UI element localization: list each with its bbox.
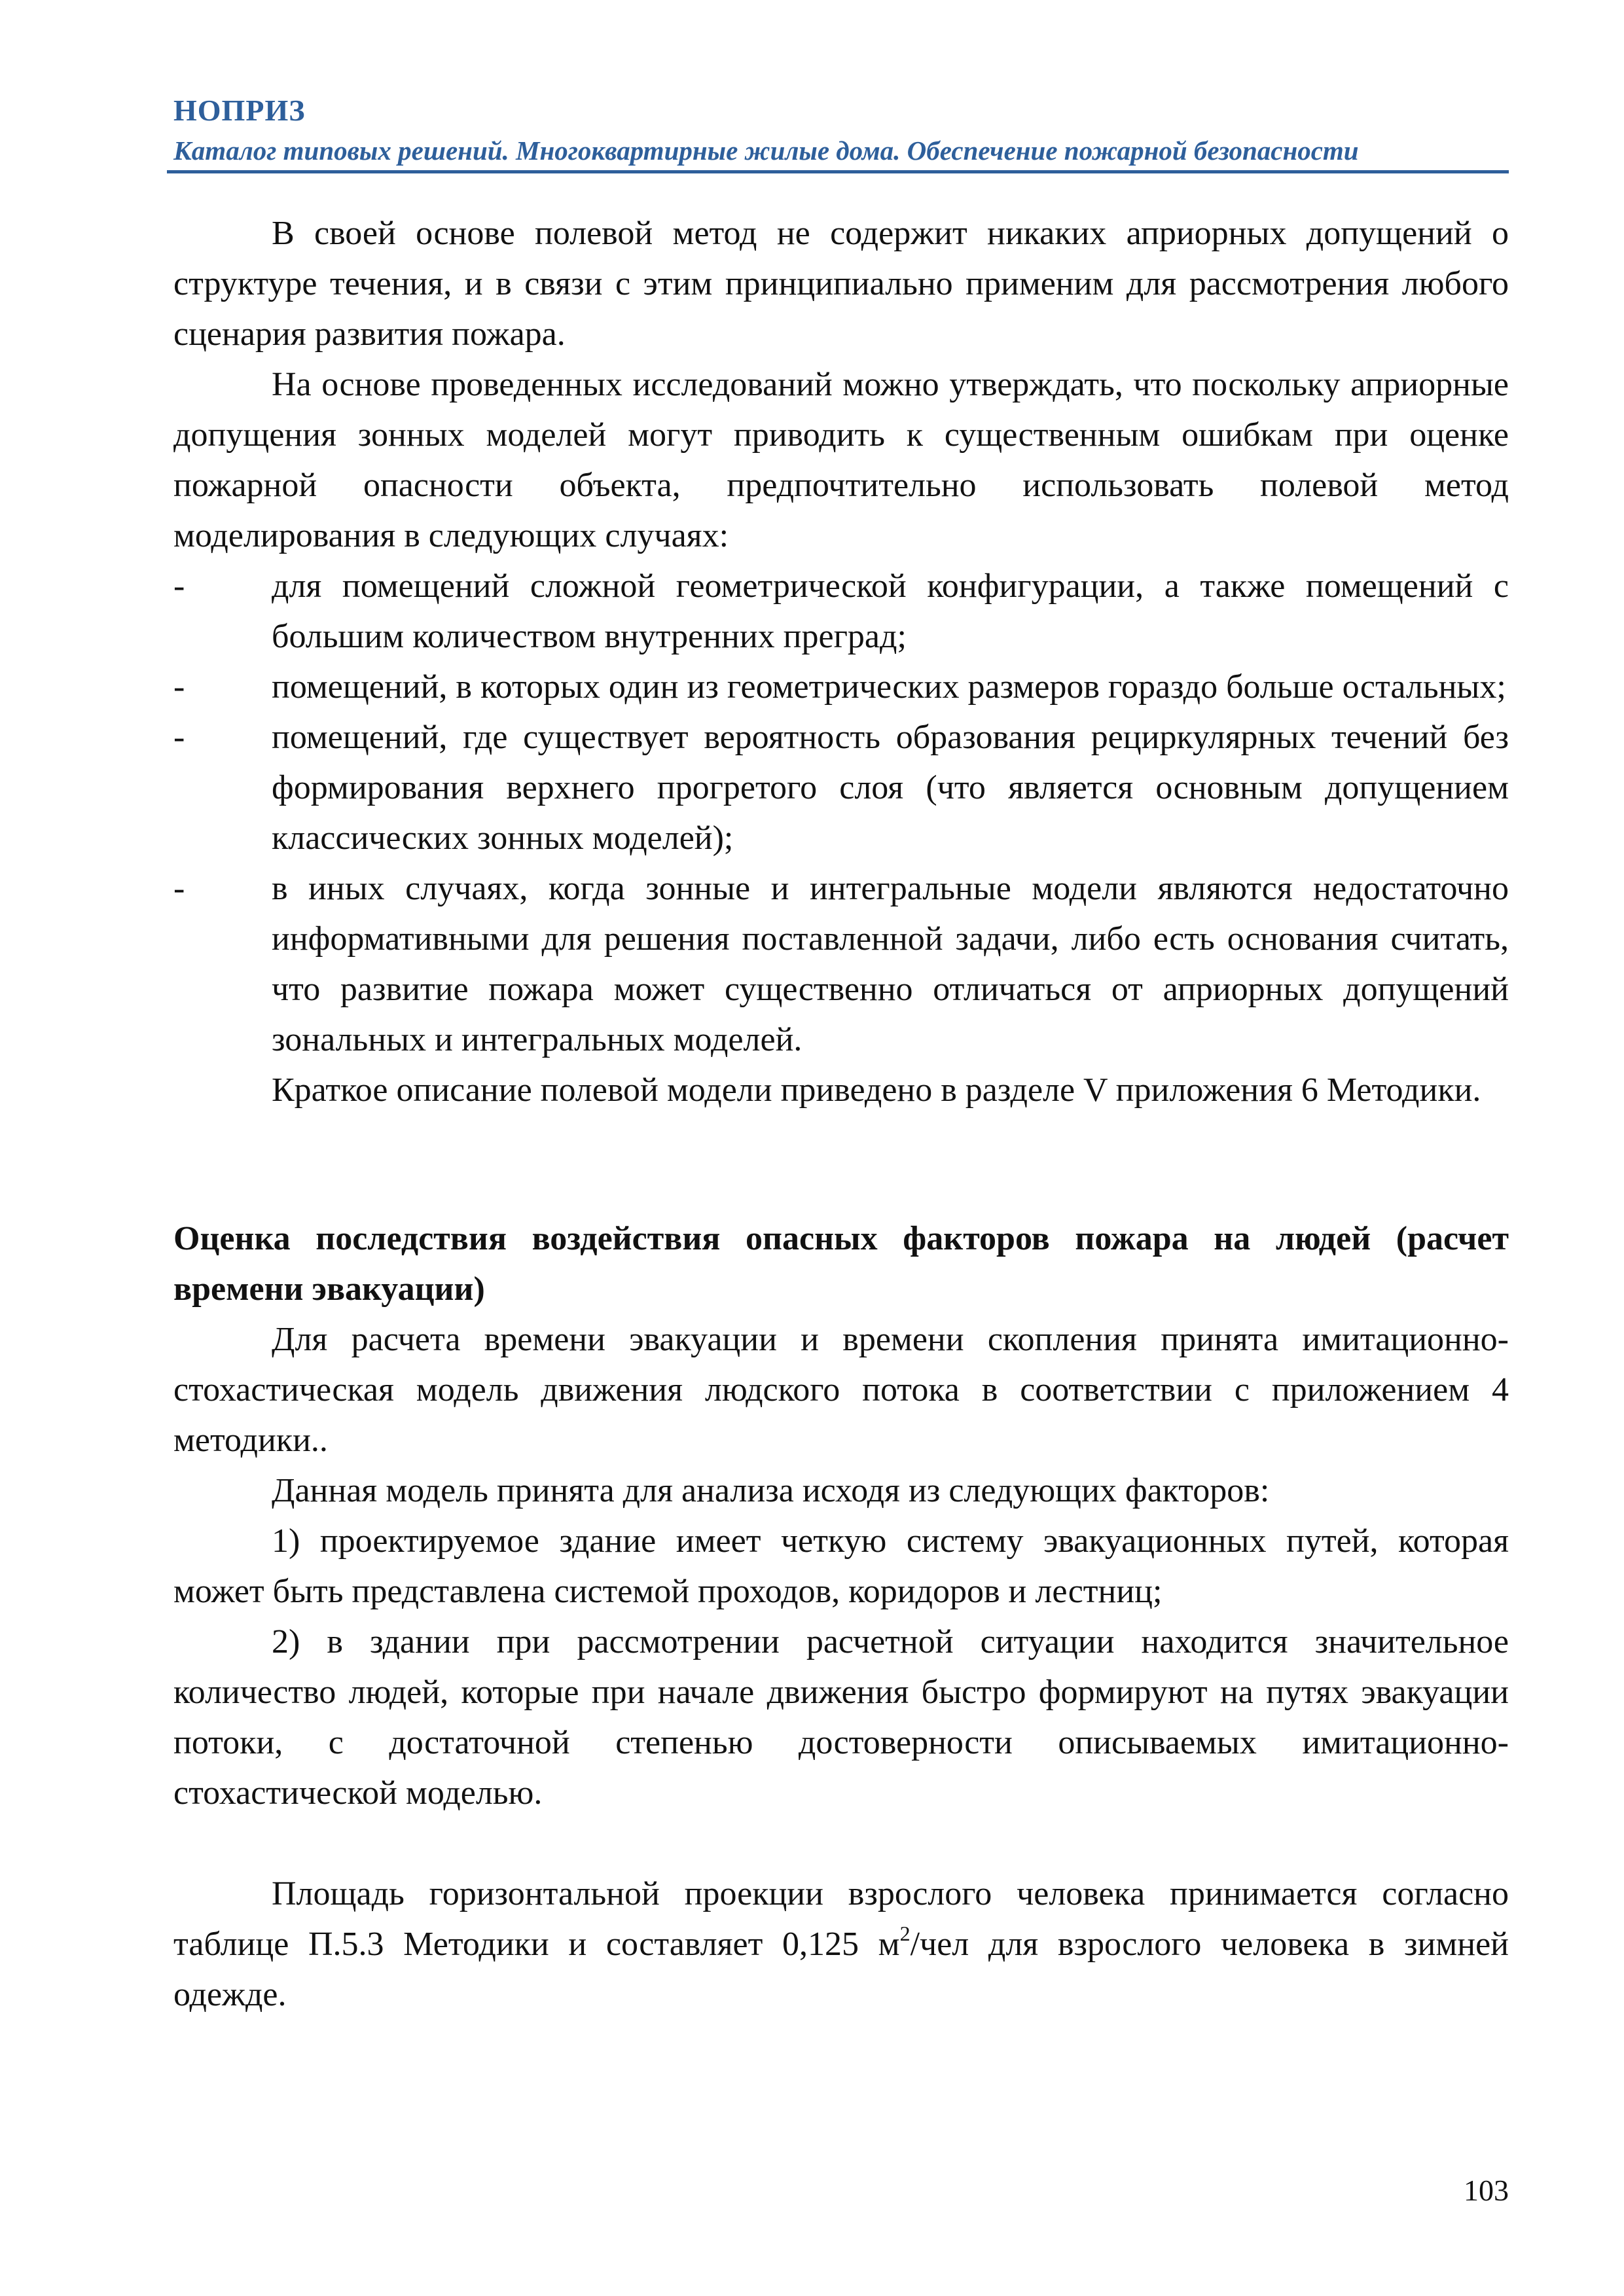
dash-marker: - xyxy=(173,567,185,605)
paragraph-factor-2: 2) в здании при рассмотрении расчетной ситуации находится значительное количество людей, которые при начале движения быстро формируют на путях эвакуации потоки, с достаточной степенью достоверности описываемых имитационно-стохастической моделью. xyxy=(173,1623,1509,1812)
section-heading: Оценка последствия воздействия опасных факторов пожара на людей (расчет времени эвакуации) xyxy=(173,1220,1509,1308)
body-text xyxy=(173,208,1509,2020)
header-divider xyxy=(167,170,1509,173)
dash-marker: - xyxy=(173,870,185,907)
list-item-text: в иных случаях, когда зонные и интегральные модели являются недостаточно информативными для решения поставленной задачи, либо есть основания считать, что развитие пожара может существенно отличаться от априорных допущений зональных и интегральных моделей. xyxy=(272,870,1509,1058)
list-item-text: для помещений сложной геометрической конфигурации, а также помещений с большим количеством внутренних преград; xyxy=(272,567,1509,655)
page-number: 103 xyxy=(1464,2174,1509,2207)
dash-marker: - xyxy=(173,719,185,756)
list-item-text: помещений, в которых один из геометрических размеров гораздо больше остальных; xyxy=(272,668,1506,706)
paragraph-projection-area xyxy=(173,1869,1509,2020)
list-item xyxy=(173,863,1509,1065)
projection-text-end: /чел для взрослого человека в зимней одежде. xyxy=(173,1926,1509,2013)
superscript: 2 xyxy=(899,1921,911,1945)
list-item xyxy=(173,662,1509,712)
header-subtitle: Каталог типовых решений. Многоквартирные жилые дома. Обеспечение пожарной безопасности xyxy=(173,135,1359,166)
spacer xyxy=(173,1818,1509,1869)
paragraph-factor-1: 1) проектируемое здание имеет четкую систему эвакуационных путей, которая может быть представлена системой проходов, коридоров и лестниц; xyxy=(173,1522,1509,1610)
list-item xyxy=(173,561,1509,662)
projection-text-start: Площадь горизонтальной проекции взрослого человека принимается согласно таблице П.5.3 Методики и составляет 0,125 м xyxy=(173,1875,1509,1963)
paragraph-field-method-use-cases: На основе проведенных исследований можно утверждать, что поскольку априорные допущения зонных моделей могут приводить к существенным ошибкам при оценке пожарной опасности объекта, предпочтительно использовать полевой метод моделирования в следующих случаях: xyxy=(173,366,1509,554)
paragraph-evacuation-model: Для расчета времени эвакуации и времени скопления принята имитационно-стохастическая модель движения людского потока в соответствии с приложением 4 методики.. xyxy=(173,1321,1509,1459)
header-org: НОПРИЗ xyxy=(173,94,306,127)
list-item xyxy=(173,712,1509,863)
paragraph-field-model-reference: Краткое описание полевой модели приведено в разделе V приложения 6 Методики. xyxy=(272,1071,1481,1109)
spacer xyxy=(173,1115,1509,1213)
paragraph-model-factors: Данная модель принята для анализа исходя из следующих факторов: xyxy=(272,1472,1270,1509)
paragraph-field-method-basis: В своей основе полевой метод не содержит никаких априорных допущений о структуре течения, и в связи с этим принципиально применим для рассмотрения любого сценария развития пожара. xyxy=(173,215,1509,353)
dash-marker: - xyxy=(173,668,185,706)
list-item-text: помещений, где существует вероятность образования рециркулярных течений без формирования верхнего прогретого слоя (что является основным допущением классических зонных моделей); xyxy=(272,719,1509,857)
